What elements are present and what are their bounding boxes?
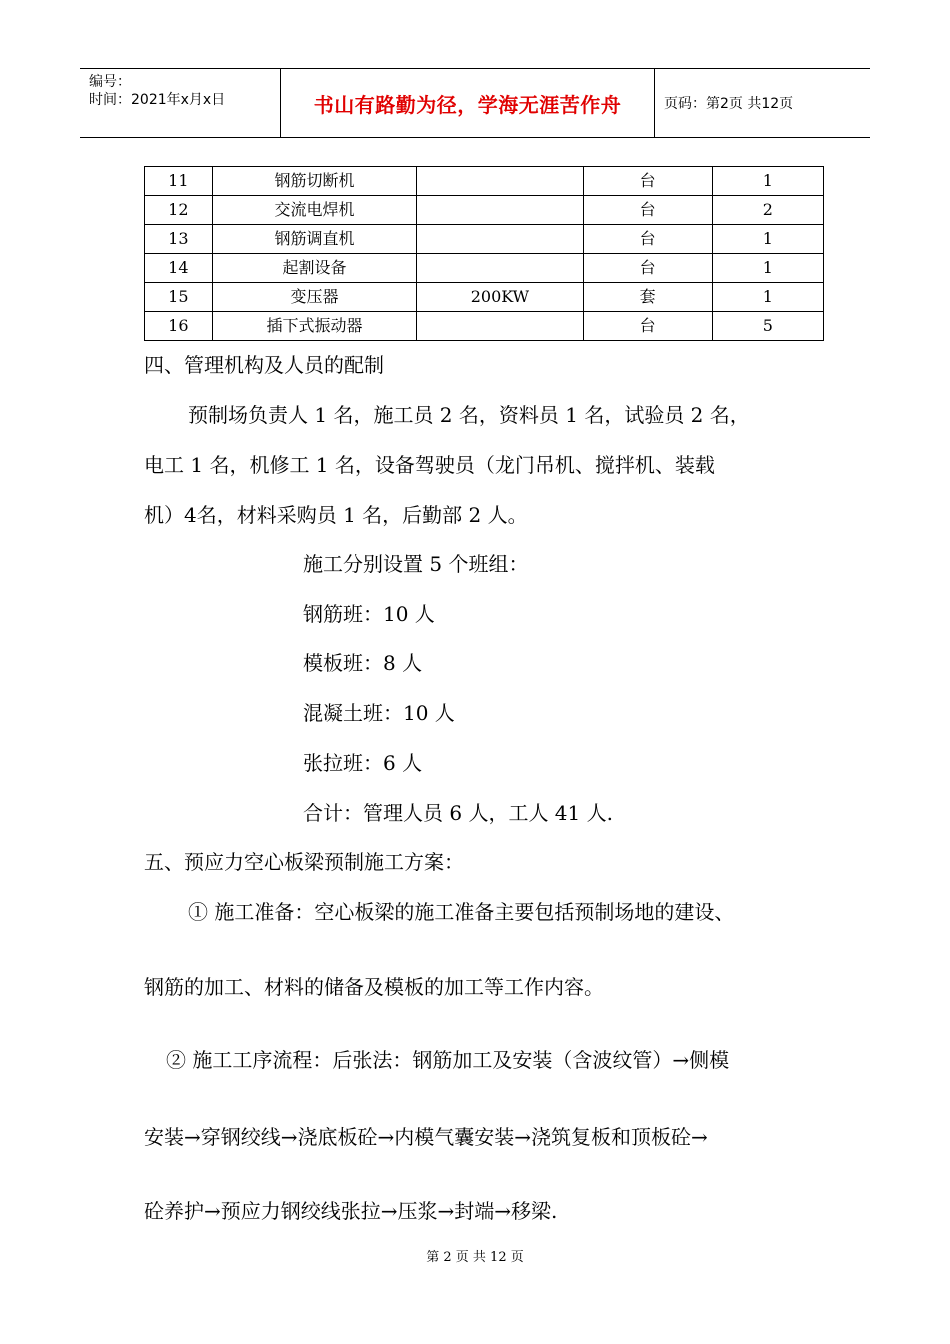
quantity-cell: 1 <box>712 167 823 196</box>
staff-line-3: 机）4名，材料采购员 1 名，后勤部 2 人。 <box>144 503 528 527</box>
row-number-cell: 16 <box>145 312 213 341</box>
quantity-cell: 1 <box>712 283 823 312</box>
equipment-name-cell: 起割设备 <box>212 254 417 283</box>
flow-line-2: 安装→穿钢绞线→浇底板砼→内模气囊安装→浇筑复板和顶板砼→ <box>144 1125 708 1149</box>
row-number-cell: 14 <box>145 254 213 283</box>
table-row <box>145 167 824 196</box>
flow-line-1: ② 施工工序流程：后张法：钢筋加工及安装（含波纹管）→侧模 <box>166 1048 730 1072</box>
quantity-cell: 5 <box>712 312 823 341</box>
prep-line-2: 钢筋的加工、材料的储备及模板的加工等工作内容。 <box>144 975 604 999</box>
equipment-spec-cell: 200KW <box>417 283 583 312</box>
equipment-spec-cell <box>417 196 583 225</box>
table-row <box>145 225 824 254</box>
staff-line-2: 电工 1 名，机修工 1 名，设备驾驶员（龙门吊机、搅拌机、装载 <box>144 453 715 477</box>
equipment-spec-cell <box>417 254 583 283</box>
row-number-cell: 12 <box>145 196 213 225</box>
equipment-spec-cell <box>417 167 583 196</box>
staff-total: 合计：管理人员 6 人，工人 41 人. <box>303 801 613 825</box>
row-number-cell: 15 <box>145 283 213 312</box>
unit-cell: 台 <box>583 196 712 225</box>
equipment-table <box>144 166 824 341</box>
table-row <box>145 196 824 225</box>
page-footer: 第 2 页 共 12 页 <box>426 1250 524 1265</box>
header-page-info: 页码：第2页 共12页 <box>664 96 794 112</box>
table-row <box>145 283 824 312</box>
section4-title: 四、管理机构及人员的配制 <box>144 353 384 377</box>
row-number-cell: 13 <box>145 225 213 254</box>
table-row <box>145 254 824 283</box>
header-meta <box>80 69 281 137</box>
unit-cell: 台 <box>583 312 712 341</box>
date-label: 时间：2021年x月x日 <box>89 92 226 108</box>
unit-cell: 台 <box>583 167 712 196</box>
page-header <box>80 68 870 138</box>
number-label: 编号： <box>89 74 131 90</box>
team-concrete: 混凝土班：10 人 <box>303 701 455 725</box>
unit-cell: 台 <box>583 225 712 254</box>
row-number-cell: 11 <box>145 167 213 196</box>
unit-cell: 套 <box>583 283 712 312</box>
equipment-spec-cell <box>417 312 583 341</box>
flow-line-3: 砼养护→预应力钢绞线张拉→压浆→封端→移梁. <box>144 1199 558 1223</box>
equipment-name-cell: 钢筋切断机 <box>212 167 417 196</box>
prep-line-1: ① 施工准备：空心板梁的施工准备主要包括预制场地的建设、 <box>188 900 735 924</box>
quantity-cell: 1 <box>712 254 823 283</box>
equipment-spec-cell <box>417 225 583 254</box>
equipment-name-cell: 交流电焊机 <box>212 196 417 225</box>
quantity-cell: 2 <box>712 196 823 225</box>
team-formwork: 模板班：8 人 <box>303 651 423 675</box>
equipment-name-cell: 变压器 <box>212 283 417 312</box>
equipment-name-cell: 钢筋调直机 <box>212 225 417 254</box>
section5-title: 五、预应力空心板梁预制施工方案： <box>144 850 464 874</box>
staff-line-1: 预制场负责人 1 名，施工员 2 名，资料员 1 名，试验员 2 名， <box>188 403 750 427</box>
teams-intro: 施工分别设置 5 个班组： <box>303 552 529 576</box>
quantity-cell: 1 <box>712 225 823 254</box>
unit-cell: 台 <box>583 254 712 283</box>
team-steel: 钢筋班：10 人 <box>303 602 435 626</box>
header-motto: 书山有路勤为径，学海无涯苦作舟 <box>281 69 655 137</box>
equipment-name-cell: 插下式振动器 <box>212 312 417 341</box>
team-tension: 张拉班：6 人 <box>303 751 423 775</box>
table-row <box>145 312 824 341</box>
